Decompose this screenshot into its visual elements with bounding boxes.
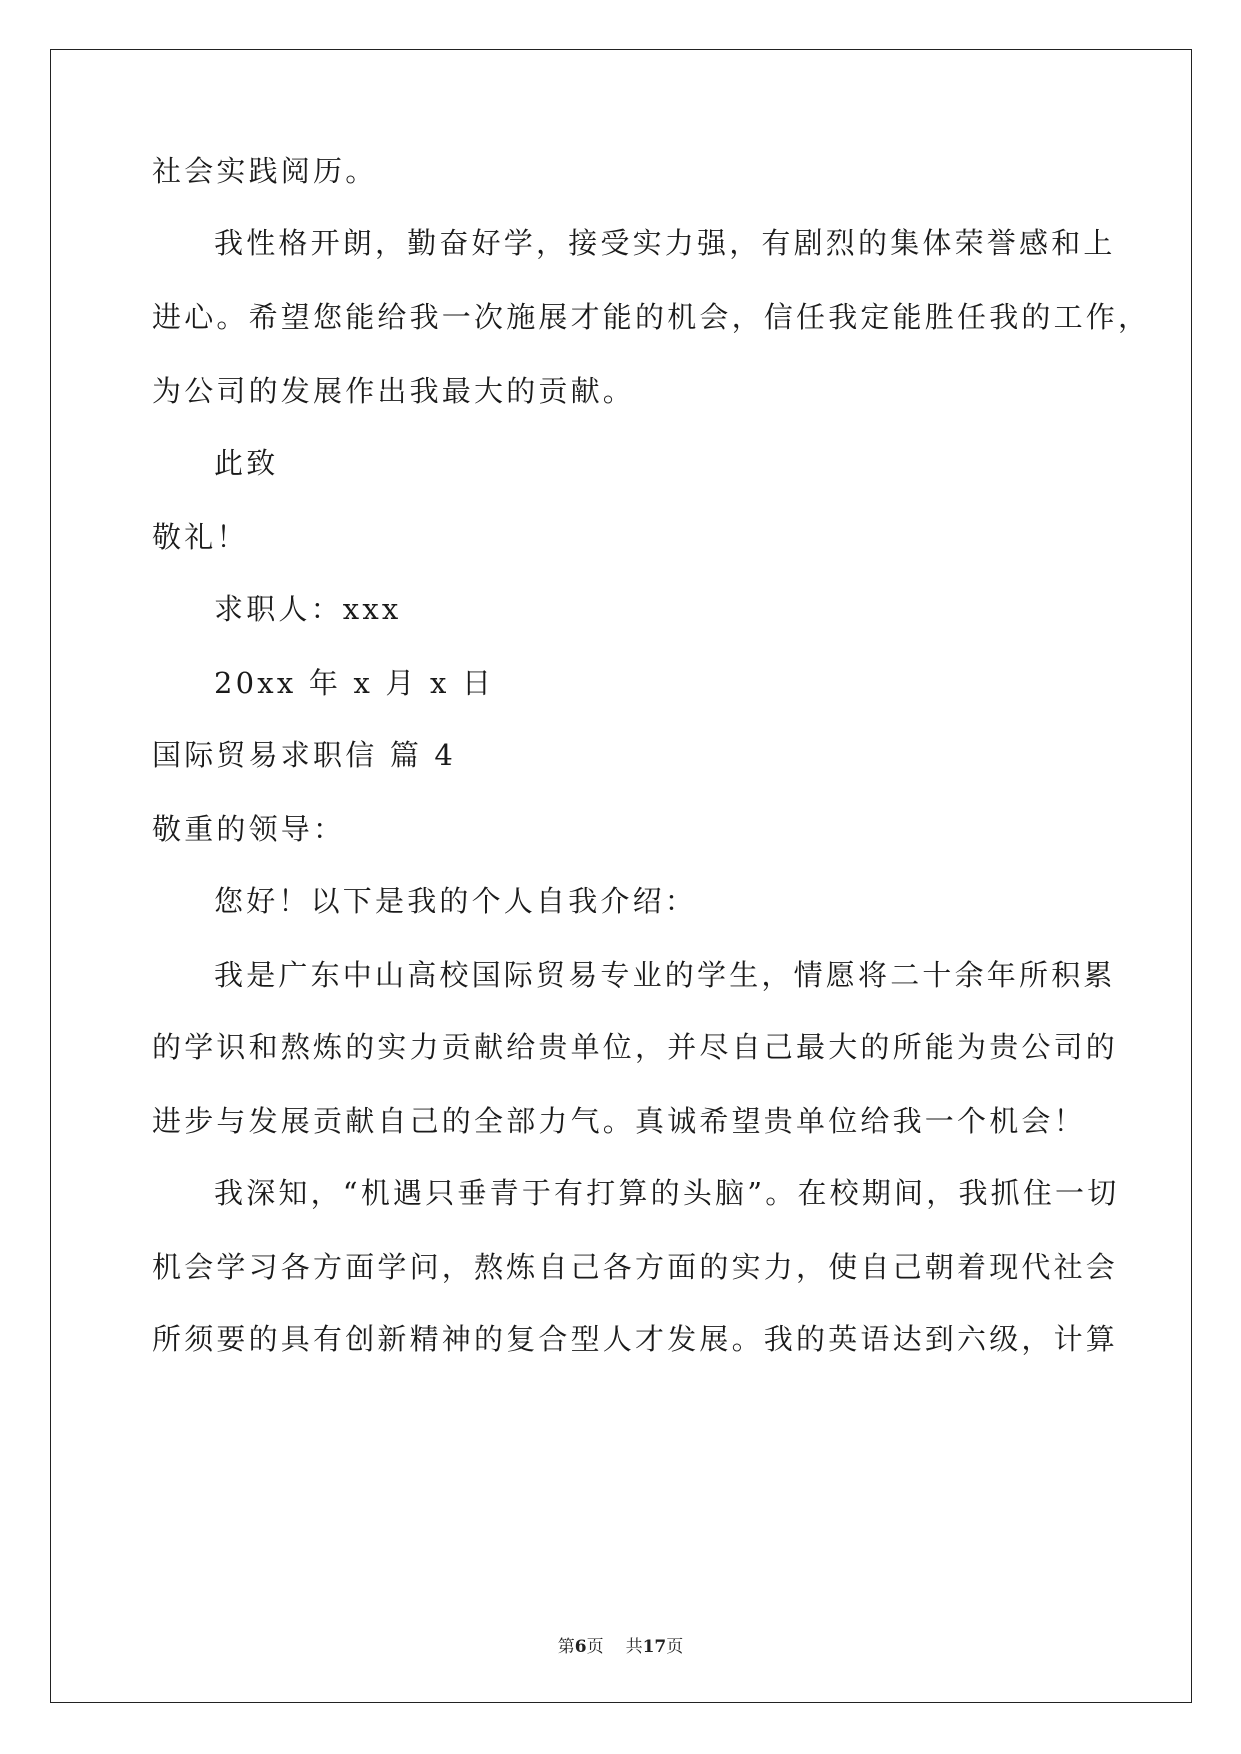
text-line-3: 进心。希望您能给我一次施展才能的机会，信任我定能胜任我的工作， [152, 300, 1151, 334]
text-line-15: 我深知，“机遇只垂青于有打算的头脑”。在校期间，我抓住一切 [214, 1176, 1120, 1210]
text-line-date: 20xx 年 x 月 x 日 [214, 666, 495, 700]
text-line-12: 我是广东中山高校国际贸易专业的学生，情愿将二十余年所积累 [214, 958, 1116, 992]
text-line-salutation: 此致 [214, 446, 279, 480]
page-suffix: 页 [586, 1637, 604, 1657]
section-heading: 国际贸易求职信 篇 4 [152, 738, 457, 772]
page-prefix: 第 [557, 1637, 575, 1657]
text-line-intro: 您好！以下是我的个人自我介绍： [214, 884, 698, 918]
page-border [50, 49, 1192, 1703]
text-line-13: 的学识和熬炼的实力贡献给贵单位，并尽自己最大的所能为贵公司的 [152, 1030, 1119, 1064]
text-line-16: 机会学习各方面学问，熬炼自己各方面的实力，使自己朝着现代社会 [152, 1250, 1119, 1284]
total-prefix: 共 [625, 1637, 643, 1657]
text-line-4: 为公司的发展作出我最大的贡献。 [152, 374, 636, 408]
text-line-greeting: 敬重的领导： [152, 812, 346, 846]
text-line-2: 我性格开朗，勤奋好学，接受实力强，有剧烈的集体荣誉感和上 [214, 226, 1116, 260]
text-line-closing: 敬礼！ [152, 520, 249, 554]
total-suffix: 页 [666, 1637, 684, 1657]
page-footer [0, 1637, 1241, 1657]
text-line-14: 进步与发展贡献自己的全部力气。真诚希望贵单位给我一个机会！ [152, 1104, 1086, 1138]
page-number: 6 [574, 1637, 587, 1657]
text-line-17: 所须要的具有创新精神的复合型人才发展。我的英语达到六级，计算 [152, 1322, 1119, 1356]
total-pages: 17 [642, 1637, 667, 1657]
text-line-applicant: 求职人：xxx [214, 592, 402, 626]
text-line-1: 社会实践阅历。 [152, 154, 378, 188]
